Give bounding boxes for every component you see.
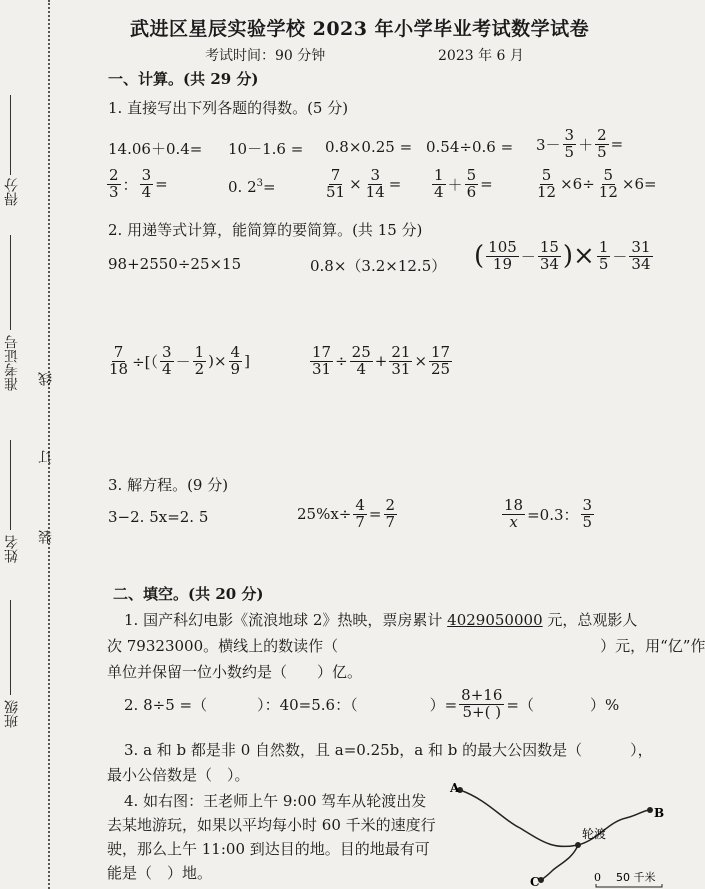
exam-title: 武进区星辰实验学校 2023 年小学毕业考试数学试卷	[130, 18, 590, 40]
q3-label: 3. 解方程。(9 分)	[108, 476, 229, 494]
name-blank-line[interactable]	[10, 440, 11, 530]
fill-2: 2. 8÷5 =（ ）：40=5.6：（ ）= $\frac{8+16}{5+( )}$ =（ ）%	[124, 686, 620, 721]
exam-date: 2023 年 6 月	[438, 48, 524, 64]
fill-4-line1: 4. 如右图：王老师上午 9:00 驾车从轮渡出发	[124, 792, 427, 810]
binding-zhuang: 装	[38, 530, 54, 544]
scale-zero: 0	[594, 871, 601, 884]
binding-xian: 线	[38, 372, 54, 386]
expr-4: $\frac{7}{18}$ ÷[（ 3 4 － 1 2 )× $\frac{4}{9}$ ]	[109, 343, 250, 378]
fill-4-line2: 去某地游玩，如果以平均每小时 60 千米的速度行	[107, 816, 436, 834]
scale-bar	[596, 884, 662, 887]
eq-3: $\frac{18}{x}$ =0.3： 3 5	[504, 496, 593, 531]
box-office-number: 4029050000	[447, 611, 543, 629]
calc-6: 2 3 ： $\frac{3}{4}$ =	[109, 166, 168, 201]
calc-7: 0. $2^3=$	[228, 178, 276, 196]
route-to-c	[541, 845, 578, 880]
label-c: C	[530, 875, 540, 889]
score-label: 得分	[4, 178, 20, 206]
expr-5: $\frac{17}{31}$ ÷ $\frac{25}{4}$ + $\frac{21}{31}$ × $\frac{17}{25}$	[312, 343, 451, 378]
section2-heading: 二、填空。(共 20 分)	[113, 585, 264, 603]
label-ferry: 轮渡	[582, 827, 607, 841]
binding-dotted-line	[48, 0, 50, 889]
point-ferry	[575, 842, 581, 848]
route-map	[448, 780, 666, 888]
id-label: 准考证号	[4, 335, 20, 391]
expr-1: 98+2550÷25×15	[108, 255, 242, 273]
eq-1: 3−2. 5x=2. 5	[108, 508, 209, 526]
calc-8: $\frac{7}{51}$ × $\frac{3}{14}$ =	[326, 166, 402, 201]
section1-heading: 一、计算。(共 29 分)	[108, 70, 259, 88]
name-label: 姓名	[4, 535, 20, 563]
route-to-b	[460, 790, 650, 846]
scale-label: 50 千米	[616, 871, 656, 884]
label-b: B	[654, 806, 665, 820]
fill-1-line2: 次 79323000。横线上的数读作（ ）元，用“亿”作	[107, 637, 705, 655]
calc-4: 0.54÷0.6 =	[426, 138, 514, 156]
calc-10: $\frac{5}{12}$ ×6÷ $\frac{5}{12}$ ×6=	[537, 166, 657, 201]
score-blank-line[interactable]	[10, 95, 11, 175]
calc-9: 1 4 ＋ $\frac{5}{6}$ =	[434, 166, 493, 201]
fill-1-line1: 1. 国产科幻电影《流浪地球 2》热映，票房累计 4029050000 元，总观影人	[124, 611, 638, 629]
eq-2: 25%x÷ $\frac{4}{7}$ = $\frac{2}{7}$	[297, 496, 396, 531]
calc-3: 0.8×0.25 =	[325, 138, 413, 156]
calc-2: 10－1.6 =	[228, 140, 304, 158]
fill-1-line3: 单位并保留一位小数约是（ ）亿。	[107, 663, 363, 681]
class-label: 班级	[4, 700, 20, 728]
class-blank-line[interactable]	[10, 600, 11, 695]
fill-4-line4: 能是（ ）地。	[107, 864, 213, 882]
fill-3-line1: 3. a 和 b 都是非 0 自然数，且 a=0.25b，a 和 b 的最大公因数是（ ），	[124, 741, 653, 759]
id-blank-line[interactable]	[10, 235, 11, 330]
point-b	[647, 807, 653, 813]
calc-1: 14.06＋0.4=	[108, 140, 203, 158]
expr-2: 0.8×（3.2×12.5）	[310, 257, 447, 275]
q2-label: 2. 用递等式计算，能简算的要简算。(共 15 分)	[108, 221, 423, 239]
label-a: A	[450, 781, 460, 795]
exam-time: 考试时间：90 分钟	[205, 48, 326, 64]
binding-ding: 订	[38, 450, 54, 464]
fill-3-line2: 最小公倍数是（ ）。	[107, 766, 250, 784]
expr-3: ( 105 19 － 15 34 )× $\frac{1}{5}$ － 31 34	[474, 238, 651, 273]
fill-4-line3: 驶，那么上午 11:00 到达目的地。目的地最有可	[107, 840, 430, 858]
q1-label: 1. 直接写出下列各题的得数。(5 分)	[108, 99, 349, 117]
calc-5: 3－ 3 5 ＋ $\frac{2}{5}$ =	[536, 126, 624, 161]
